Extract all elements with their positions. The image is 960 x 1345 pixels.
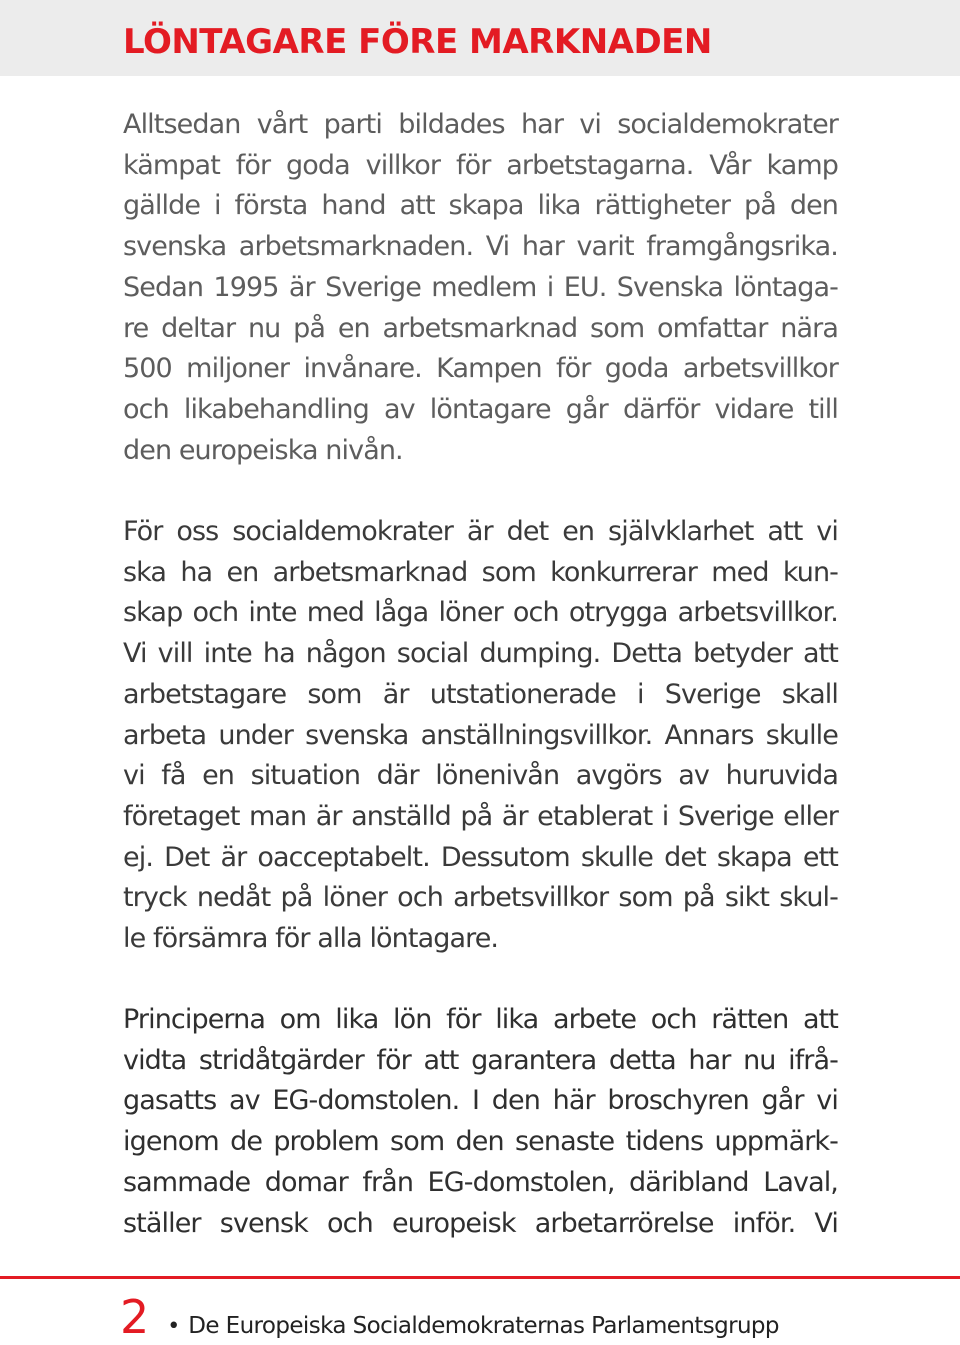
footer-divider — [0, 1276, 960, 1279]
paragraph-line: 500 miljoner invånare. Kampen för goda arbetsvillkor — [123, 353, 838, 385]
paragraph-1 — [123, 105, 838, 471]
paragraph-line: ska ha en arbetsmarknad som konkurrerar med kun- — [123, 556, 838, 588]
paragraph-3 — [123, 1000, 838, 1244]
paragraph-line: sammade domar från EG-domstolen, däribland Laval, — [123, 1166, 838, 1198]
paragraph-2 — [123, 512, 838, 960]
paragraph-line: företaget man är anställd på är etablerat i Sverige eller — [123, 800, 838, 832]
paragraph-line: den europeiska nivån. — [123, 434, 403, 466]
page-number: 2 — [120, 1290, 150, 1344]
paragraph-line: kämpat för goda villkor för arbetstagarna. Vår kamp — [123, 149, 838, 181]
paragraph-line: tryck nedåt på löner och arbetsvillkor som på sikt skul- — [123, 882, 838, 914]
page-title: LÖNTAGARE FÖRE MARKNADEN — [123, 22, 712, 62]
paragraph-line: gällde i första hand att skapa lika rättigheter på den — [123, 190, 838, 222]
publication-name: De Europeiska Socialdemokraternas Parlamentsgrupp — [188, 1313, 779, 1339]
paragraph-line: Sedan 1995 är Sverige medlem i EU. Svenska löntaga- — [123, 271, 838, 303]
paragraph-line: Alltsedan vårt parti bildades har vi socialdemokrater — [123, 109, 838, 140]
paragraph-line: gasatts av EG-domstolen. I den här broschyren går vi — [123, 1085, 838, 1117]
paragraph-line: arbetstagare som är utstationerade i Sverige skall — [123, 678, 838, 710]
paragraph-line: Vi vill inte ha någon social dumping. Detta betyder att — [123, 638, 838, 670]
paragraph-line: Principerna om lika lön för lika arbete och rätten att — [123, 1004, 838, 1035]
paragraph-line: igenom de problem som den senaste tidens uppmärk- — [123, 1126, 838, 1158]
paragraph-line: ställer svensk och europeisk arbetarrörelse inför. Vi — [123, 1207, 838, 1239]
paragraph-line: re deltar nu på en arbetsmarknad som omfattar nära — [123, 312, 838, 344]
paragraph-line: skap och inte med låga löner och otrygga arbetsvillkor. — [123, 597, 838, 629]
paragraph-line: vidta stridåtgärder för att garantera detta har nu ifrå- — [123, 1044, 838, 1076]
paragraph-line: ej. Det är oacceptabelt. Dessutom skulle det skapa ett — [123, 841, 838, 873]
paragraph-line: le försämra för alla löntagare. — [123, 923, 499, 955]
bullet-separator: • — [167, 1314, 181, 1339]
paragraph-line: För oss socialdemokrater är det en självklarhet att vi — [123, 516, 838, 547]
paragraph-line: svenska arbetsmarknaden. Vi har varit framgångsrika. — [123, 231, 838, 263]
paragraph-line: arbeta under svenska anställningsvillkor. Annars skulle — [123, 719, 838, 751]
paragraph-line: och likabehandling av löntagare går därför vidare till — [123, 393, 838, 425]
paragraph-line: vi få en situation där lönenivån avgörs av huruvida — [123, 760, 838, 792]
page-footer — [120, 1292, 779, 1342]
